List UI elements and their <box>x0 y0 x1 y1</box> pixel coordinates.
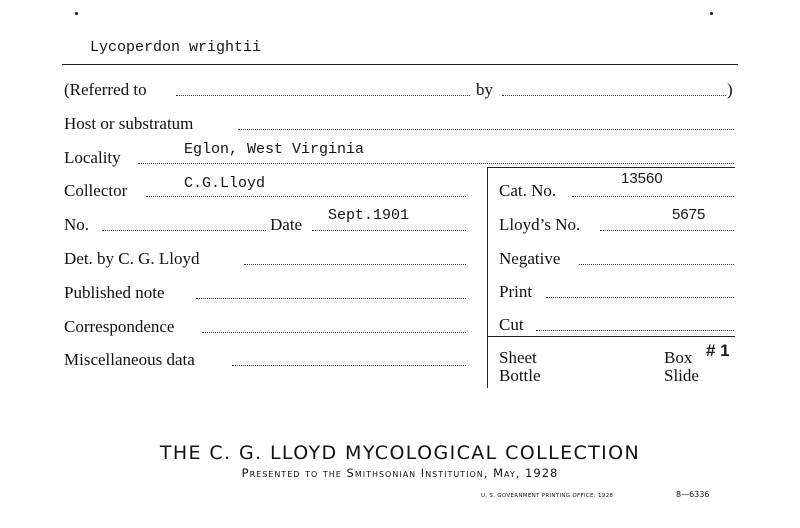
date-label: Date <box>270 215 303 234</box>
print-label: Print <box>499 282 533 301</box>
collector-line <box>146 196 466 197</box>
storage-divider <box>487 336 735 337</box>
locality-line <box>138 163 734 164</box>
printing-office-note: U. S. GOVERNMENT PRINTING OFFICE: 1928 <box>481 493 614 499</box>
specimen-name: Lycoperdon wrightii <box>90 39 262 56</box>
published-note-label: Published note <box>64 283 165 302</box>
no-label: No. <box>64 215 90 234</box>
bottle-label: Bottle <box>499 366 541 385</box>
form-number: 8—6336 <box>676 490 710 499</box>
referred-to-line <box>176 95 470 96</box>
det-by-line <box>244 264 466 265</box>
cut-line <box>536 330 734 331</box>
close-paren: ) <box>727 80 733 99</box>
no-line <box>102 230 266 231</box>
date-line <box>312 230 466 231</box>
cat-no-line <box>572 196 734 197</box>
published-note-line <box>196 298 466 299</box>
lloyds-no-label: Lloyd’s No. <box>499 215 581 234</box>
collector-value: C.G.Lloyd <box>184 175 266 192</box>
collection-title: THE C. G. LLOYD MYCOLOGICAL COLLECTION <box>159 442 641 464</box>
by-label: by <box>476 80 493 99</box>
negative-label: Negative <box>499 249 561 268</box>
cat-no-value: 13560 <box>621 170 663 187</box>
host-line <box>238 129 734 130</box>
ink-speck <box>710 12 713 15</box>
cat-no-label: Cat. No. <box>499 181 557 200</box>
box-label: Box <box>664 348 693 367</box>
cut-label: Cut <box>499 315 524 334</box>
ink-speck <box>75 12 78 15</box>
lloyds-no-line <box>600 230 734 231</box>
det-by-label: Det. by C. G. Lloyd <box>64 249 200 268</box>
referred-to-label: (Referred to <box>64 80 147 99</box>
box-value: # 1 <box>706 341 730 360</box>
miscellaneous-line <box>232 365 466 366</box>
collector-label: Collector <box>64 181 128 200</box>
collection-subtitle: Presented to the Smithsonian Institution, May, 1928 <box>241 466 559 480</box>
locality-value: Eglon, West Virginia <box>184 141 365 158</box>
locality-label: Locality <box>64 148 121 167</box>
host-label: Host or substratum <box>64 114 194 133</box>
referred-by-line <box>502 95 726 96</box>
slide-label: Slide <box>664 366 699 385</box>
header-rule <box>62 64 738 65</box>
miscellaneous-label: Miscellaneous data <box>64 350 195 369</box>
negative-line <box>579 264 734 265</box>
catalog-box-top <box>487 167 735 168</box>
correspondence-label: Correspondence <box>64 317 175 336</box>
catalog-box-left <box>487 167 488 388</box>
sheet-label: Sheet <box>499 348 537 367</box>
lloyds-no-value: 5675 <box>672 206 706 223</box>
print-line <box>546 297 734 298</box>
correspondence-line <box>202 332 466 333</box>
date-value: Sept.1901 <box>328 207 410 224</box>
